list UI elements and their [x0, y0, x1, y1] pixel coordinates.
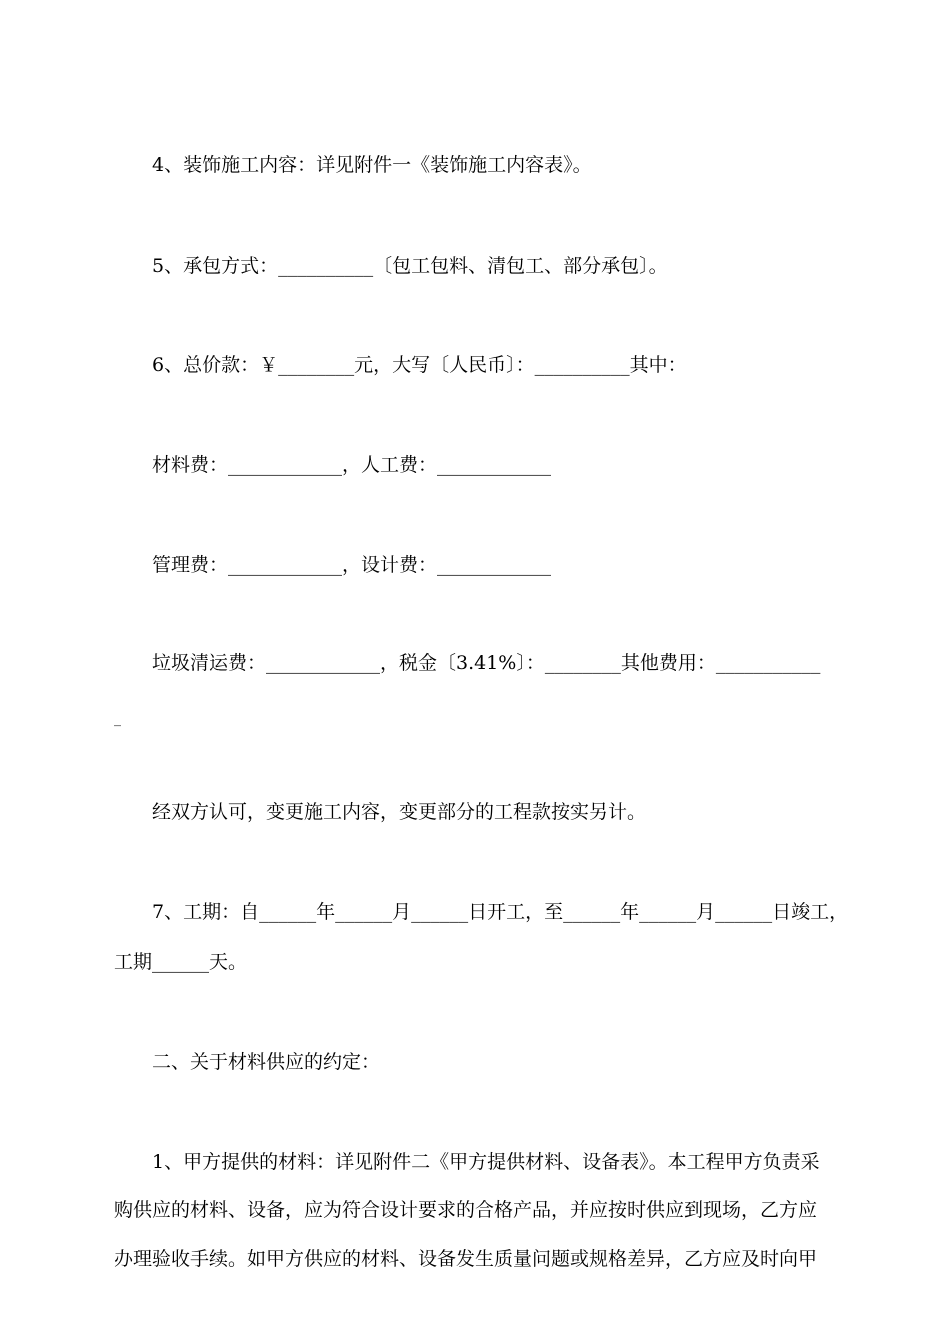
item-5-contract-method: 5、承包方式：__________〔包工包料、清包工、部分承包〕。: [152, 255, 668, 277]
supply-paragraph-line-1: 1、甲方提供的材料：详见附件二《甲方提供材料、设备表》。本工程甲方负责采: [152, 1151, 820, 1173]
section-2-heading: 二、关于材料供应的约定：: [152, 1051, 381, 1073]
supply-paragraph-line-3: 办理验收手续。如甲方供应的材料、设备发生质量问题或规格差异，乙方应及时向甲: [114, 1248, 818, 1270]
item-7-duration: 工期______天。: [114, 951, 248, 973]
fee-line-wrap-underscore: _: [114, 711, 121, 727]
change-note: 经双方认可，变更施工内容，变更部分的工程款按实另计。: [152, 801, 647, 823]
item-6-total-price: 6、总价款：￥________元，大写〔人民币〕：__________其中：: [152, 354, 687, 376]
supply-paragraph-line-2: 购供应的材料、设备，应为符合设计要求的合格产品，并应按时供应到现场，乙方应: [114, 1199, 818, 1221]
fee-line-garbage-tax-other: 垃圾清运费：____________，税金〔3.41%〕：________其他费用：___________: [152, 652, 821, 674]
fee-line-material-labor: 材料费：____________，人工费：____________: [152, 454, 552, 476]
item-7-schedule: 7、工期：自______年______月______日开工，至______年______月______日竣工，: [152, 901, 849, 923]
item-4-decoration-content: 4、装饰施工内容：详见附件一《装饰施工内容表》。: [152, 154, 592, 176]
fee-line-management-design: 管理费：____________，设计费：____________: [152, 554, 552, 576]
